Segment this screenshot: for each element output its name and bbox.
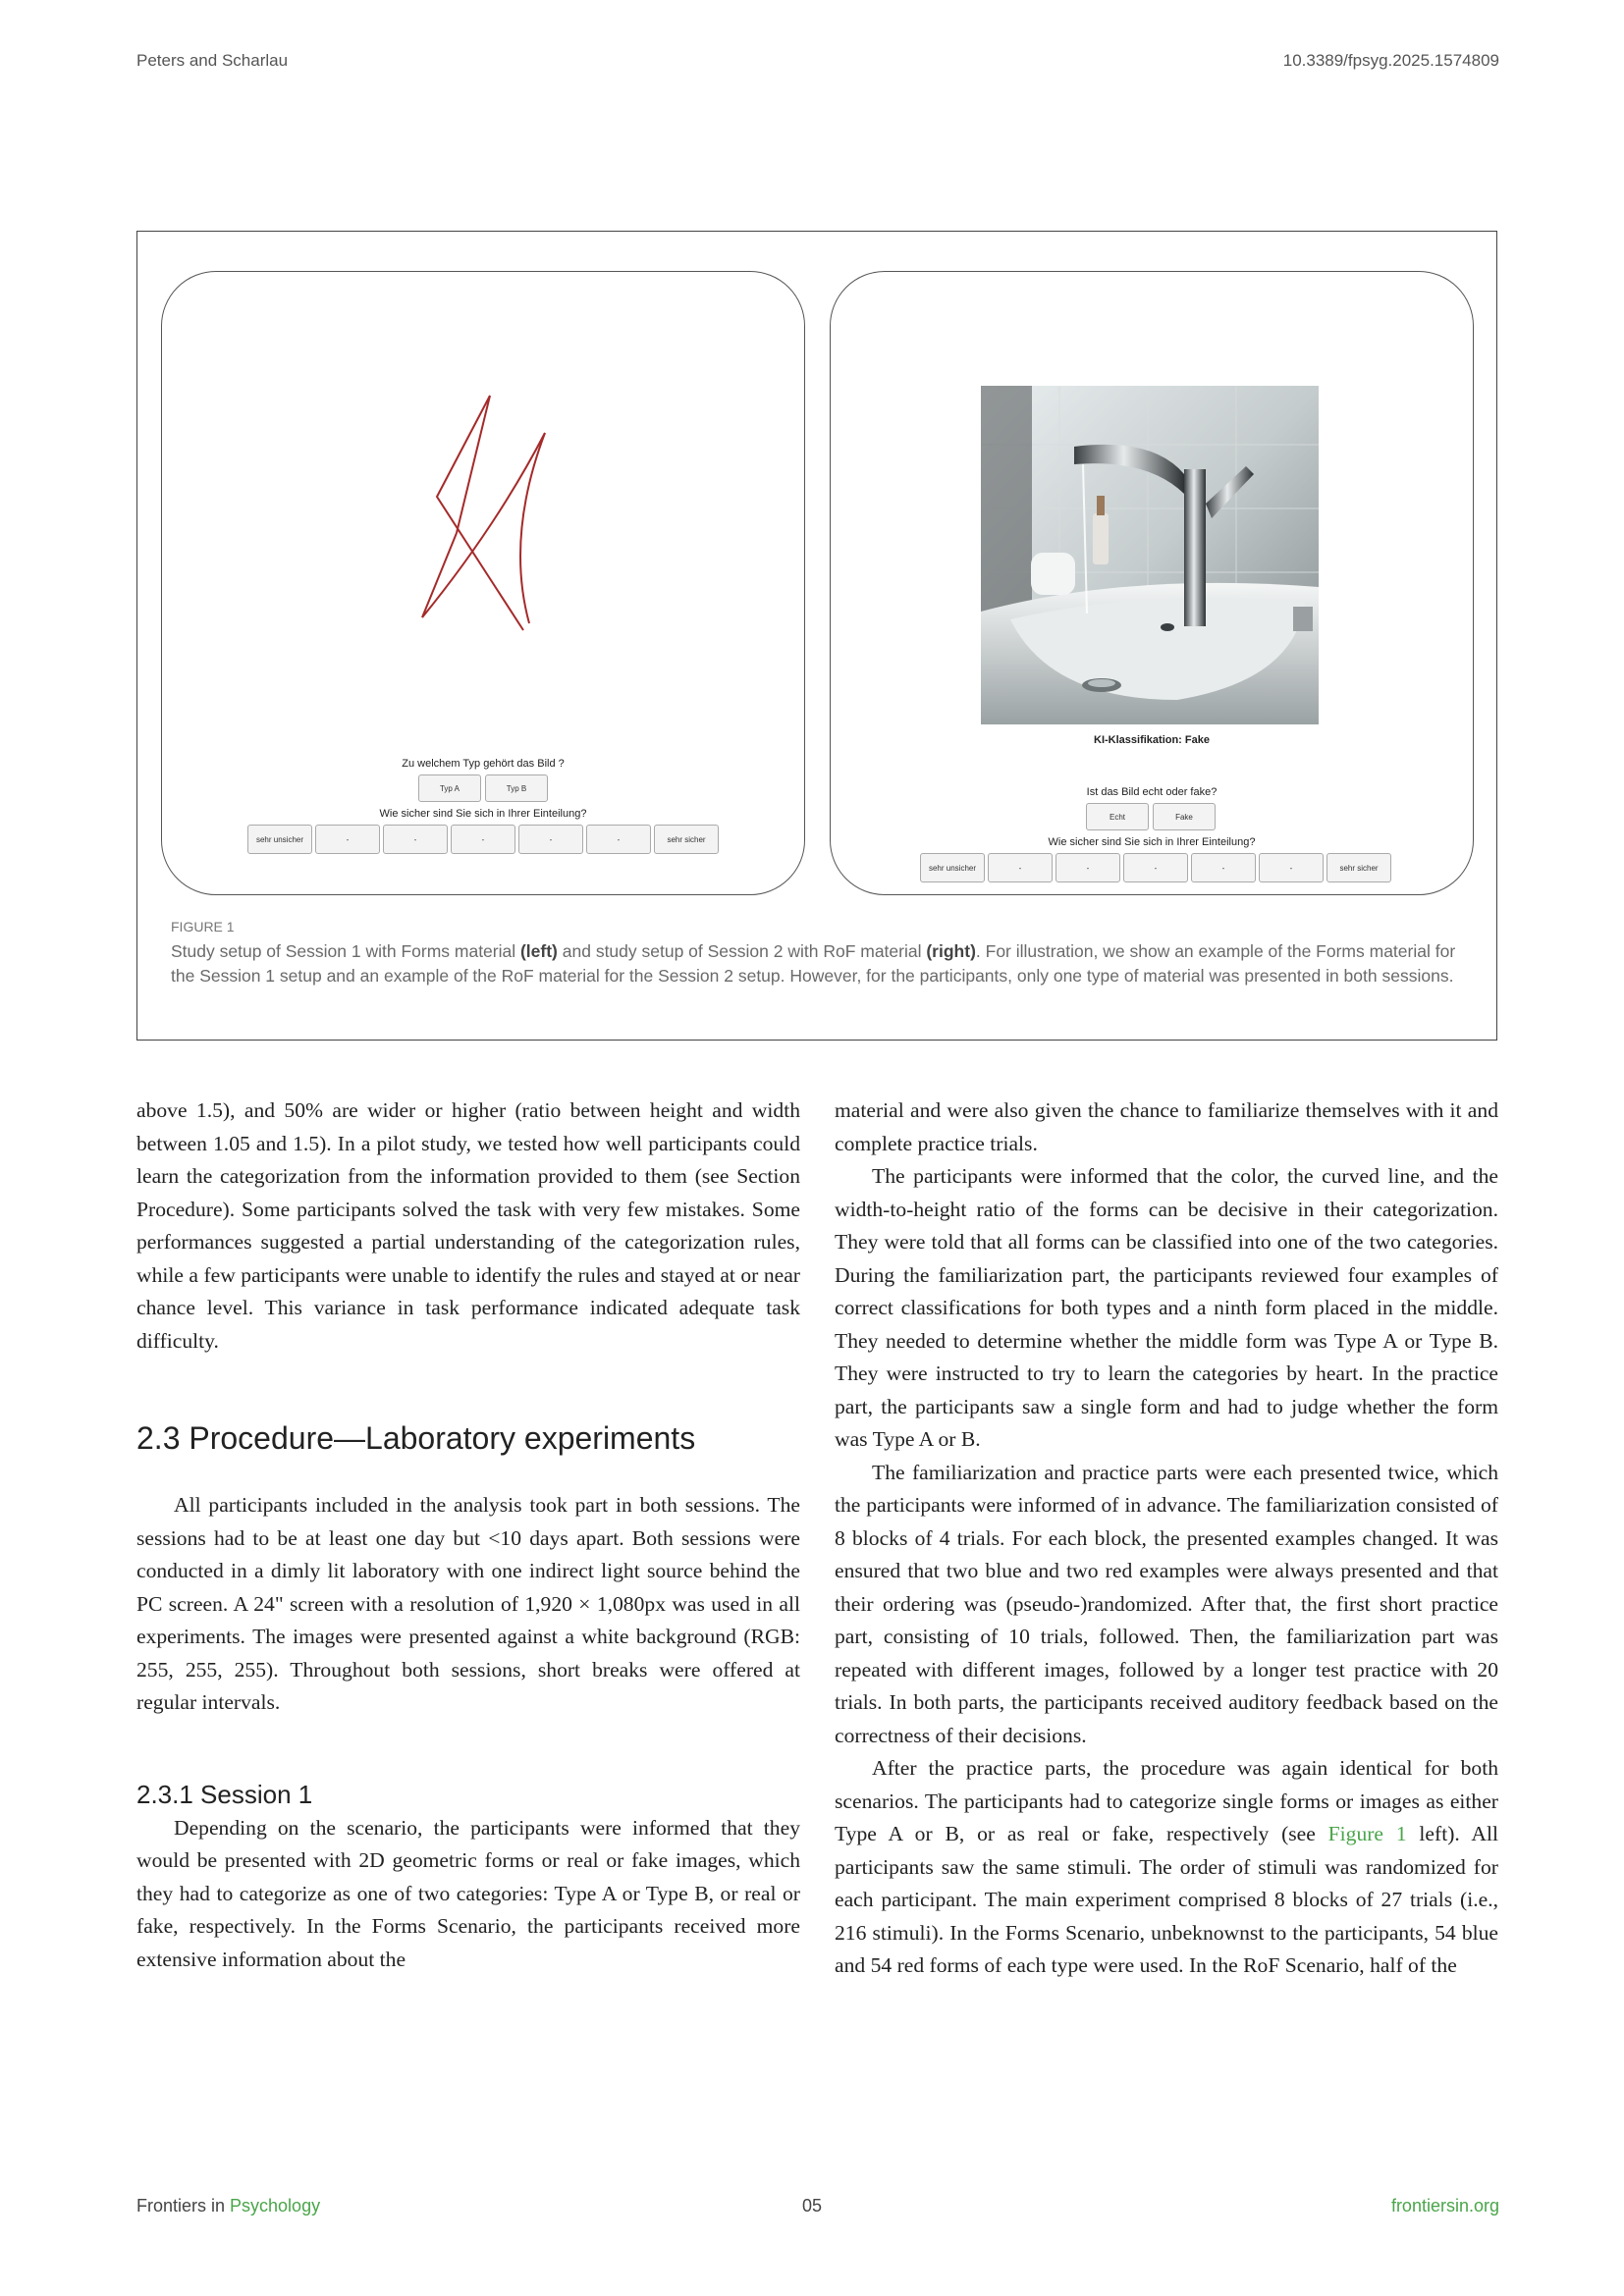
left-column (136, 1095, 800, 1976)
paragraph: The familiarization and practice parts were each presented twice, which the participants were informed of in advance. The familiarization consisted of 8 blocks of 4 trials. For each block, the presented examples changed. It was ensured that two blue and two red examples were always presented and that their ordering was (pseudo-)randomized. After that, the first short practice part, consisting of 10 trials, followed. Then, the familiarization part was repeated with different images, followed by a longer test practice with 20 trials. In both parts, the participants received auditory feedback based on the correctness of their decisions. (835, 1460, 1498, 1747)
scale-option[interactable]: - (1056, 853, 1120, 882)
scale-option[interactable]: - (1191, 853, 1256, 882)
right-column (835, 1095, 1498, 1983)
ai-classification-label: KI-Klassifikation: Fake (1094, 734, 1210, 746)
type-a-button[interactable]: Typ A (418, 774, 481, 802)
sink-photo-stimulus (981, 386, 1319, 724)
figure-1 (136, 231, 1497, 1041)
scale-option[interactable]: - (451, 825, 515, 854)
paragraph: above 1.5), and 50% are wider or higher (ratio between height and width between 1.05 and 1.5). In a pilot study, we tested how well participants could learn the categorization from the information provided to them (see Section Procedure). Some participants solved the task with very few mistakes. Some performances suggested a partial understanding of the categorization rules, while a few participants were unable to identify the rules and stayed at or near chance level. This variance in task performance indicated adequate task difficulty. (136, 1098, 800, 1353)
paragraph: material and were also given the chance to familiarize themselves with it and complete practice trials. (835, 1098, 1498, 1155)
scale-option[interactable]: sehr sicher (654, 825, 719, 854)
scale-option[interactable]: - (586, 825, 651, 854)
confidence-scale (920, 853, 1391, 882)
journal-site-link[interactable]: frontiersin.org (1390, 2196, 1499, 2216)
real-button[interactable]: Echt (1086, 803, 1149, 830)
journal-name: Frontiers in Psychology (136, 2196, 321, 2216)
subsection-heading: 2.3.1 Session 1 (136, 1779, 313, 1809)
real-or-fake-question: Ist das Bild echt oder fake? (1086, 786, 1218, 798)
scale-option[interactable]: - (1123, 853, 1188, 882)
paragraph: After the practice parts, the procedure was again identical for both scenarios. The participants had to categorize single forms or images as either Type A or B, or as real or fake, respectively (see Figure 1 left). All participants saw the same stimuli. The order of stimuli was randomized for each participant. The main experiment comprised 8 blocks of 27 trials (i.e., 216 stimuli). In the Forms Scenario, unbeknownst to the participants, 54 blue and 54 red forms of each type were used. In the RoF Scenario, half of the (835, 1756, 1498, 1977)
category-question: Zu welchem Typ gehört das Bild ? (402, 758, 565, 770)
figure-label: FIGURE 1 (171, 919, 235, 934)
confidence-question: Wie sicher sind Sie sich in Ihrer Einteilung? (379, 808, 587, 820)
running-head-authors: Peters and Scharlau (136, 51, 289, 70)
scale-option[interactable]: - (1259, 853, 1324, 882)
scale-option[interactable]: sehr unsicher (247, 825, 312, 854)
caption-text: Study setup of Session 1 with Forms material (left) and study setup of Session 2 with RoF material (right). For illustration, we show an example of the Forms material for the Session 1 setup and an example of the RoF material for the Session 2 setup. However, for the participants, only one type of material was presented in both sessions. (171, 941, 1456, 986)
confidence-question: Wie sicher sind Sie sich in Ihrer Einteilung? (1048, 836, 1256, 848)
scale-option[interactable]: - (383, 825, 448, 854)
forms-setup-panel (161, 271, 805, 895)
geometric-form-stimulus (407, 390, 555, 635)
scale-option[interactable]: sehr sicher (1326, 853, 1391, 882)
scale-option[interactable]: - (518, 825, 583, 854)
scale-option[interactable]: - (988, 853, 1053, 882)
page-number: 05 (801, 2196, 823, 2216)
rof-setup-panel (830, 271, 1474, 895)
figure-1-link[interactable]: Figure 1 (1327, 1822, 1407, 1845)
confidence-scale (247, 825, 719, 854)
figure-caption (171, 919, 1467, 988)
running-head-doi: 10.3389/fpsyg.2025.1574809 (1282, 51, 1499, 70)
paragraph: Depending on the scenario, the participants were informed that they would be presented with 2D geometric forms or real or fake images, which they had to categorize as one of two categories: Type A or Type B, or real or fake, respectively. In the Forms Scenario, the participants received more extensive information about the (136, 1815, 800, 1971)
fake-button[interactable]: Fake (1153, 803, 1216, 830)
type-b-button[interactable]: Typ B (485, 774, 548, 802)
paragraph: The participants were informed that the color, the curved line, and the width-to-height ratio of the forms can be decisive in their categorization. They were told that all forms can be classified into one of the two categories. During the familiarization part, the participants reviewed four examples of correct classifications for both types and a ninth form placed in the middle. They needed to determine whether the middle form was Type A or Type B. They were instructed to try to learn the categories by heart. In the practice part, the participants saw a single form and had to judge whether the form was Type A or B. (835, 1164, 1498, 1451)
scale-option[interactable]: sehr unsicher (920, 853, 985, 882)
section-heading: 2.3 Procedure—Laboratory experiments (136, 1420, 696, 1456)
scale-option[interactable]: - (315, 825, 380, 854)
paragraph: All participants included in the analysis took part in both sessions. The sessions had to be at least one day but <10 days apart. Both sessions were conducted in a dimly lit laboratory with one indirect light source behind the PC screen. A 24" screen with a resolution of 1,920 × 1,080px was used in all experiments. The images were presented against a white background (RGB: 255, 255, 255). Throughout both sessions, short breaks were offered at regular intervals. (136, 1493, 800, 1714)
